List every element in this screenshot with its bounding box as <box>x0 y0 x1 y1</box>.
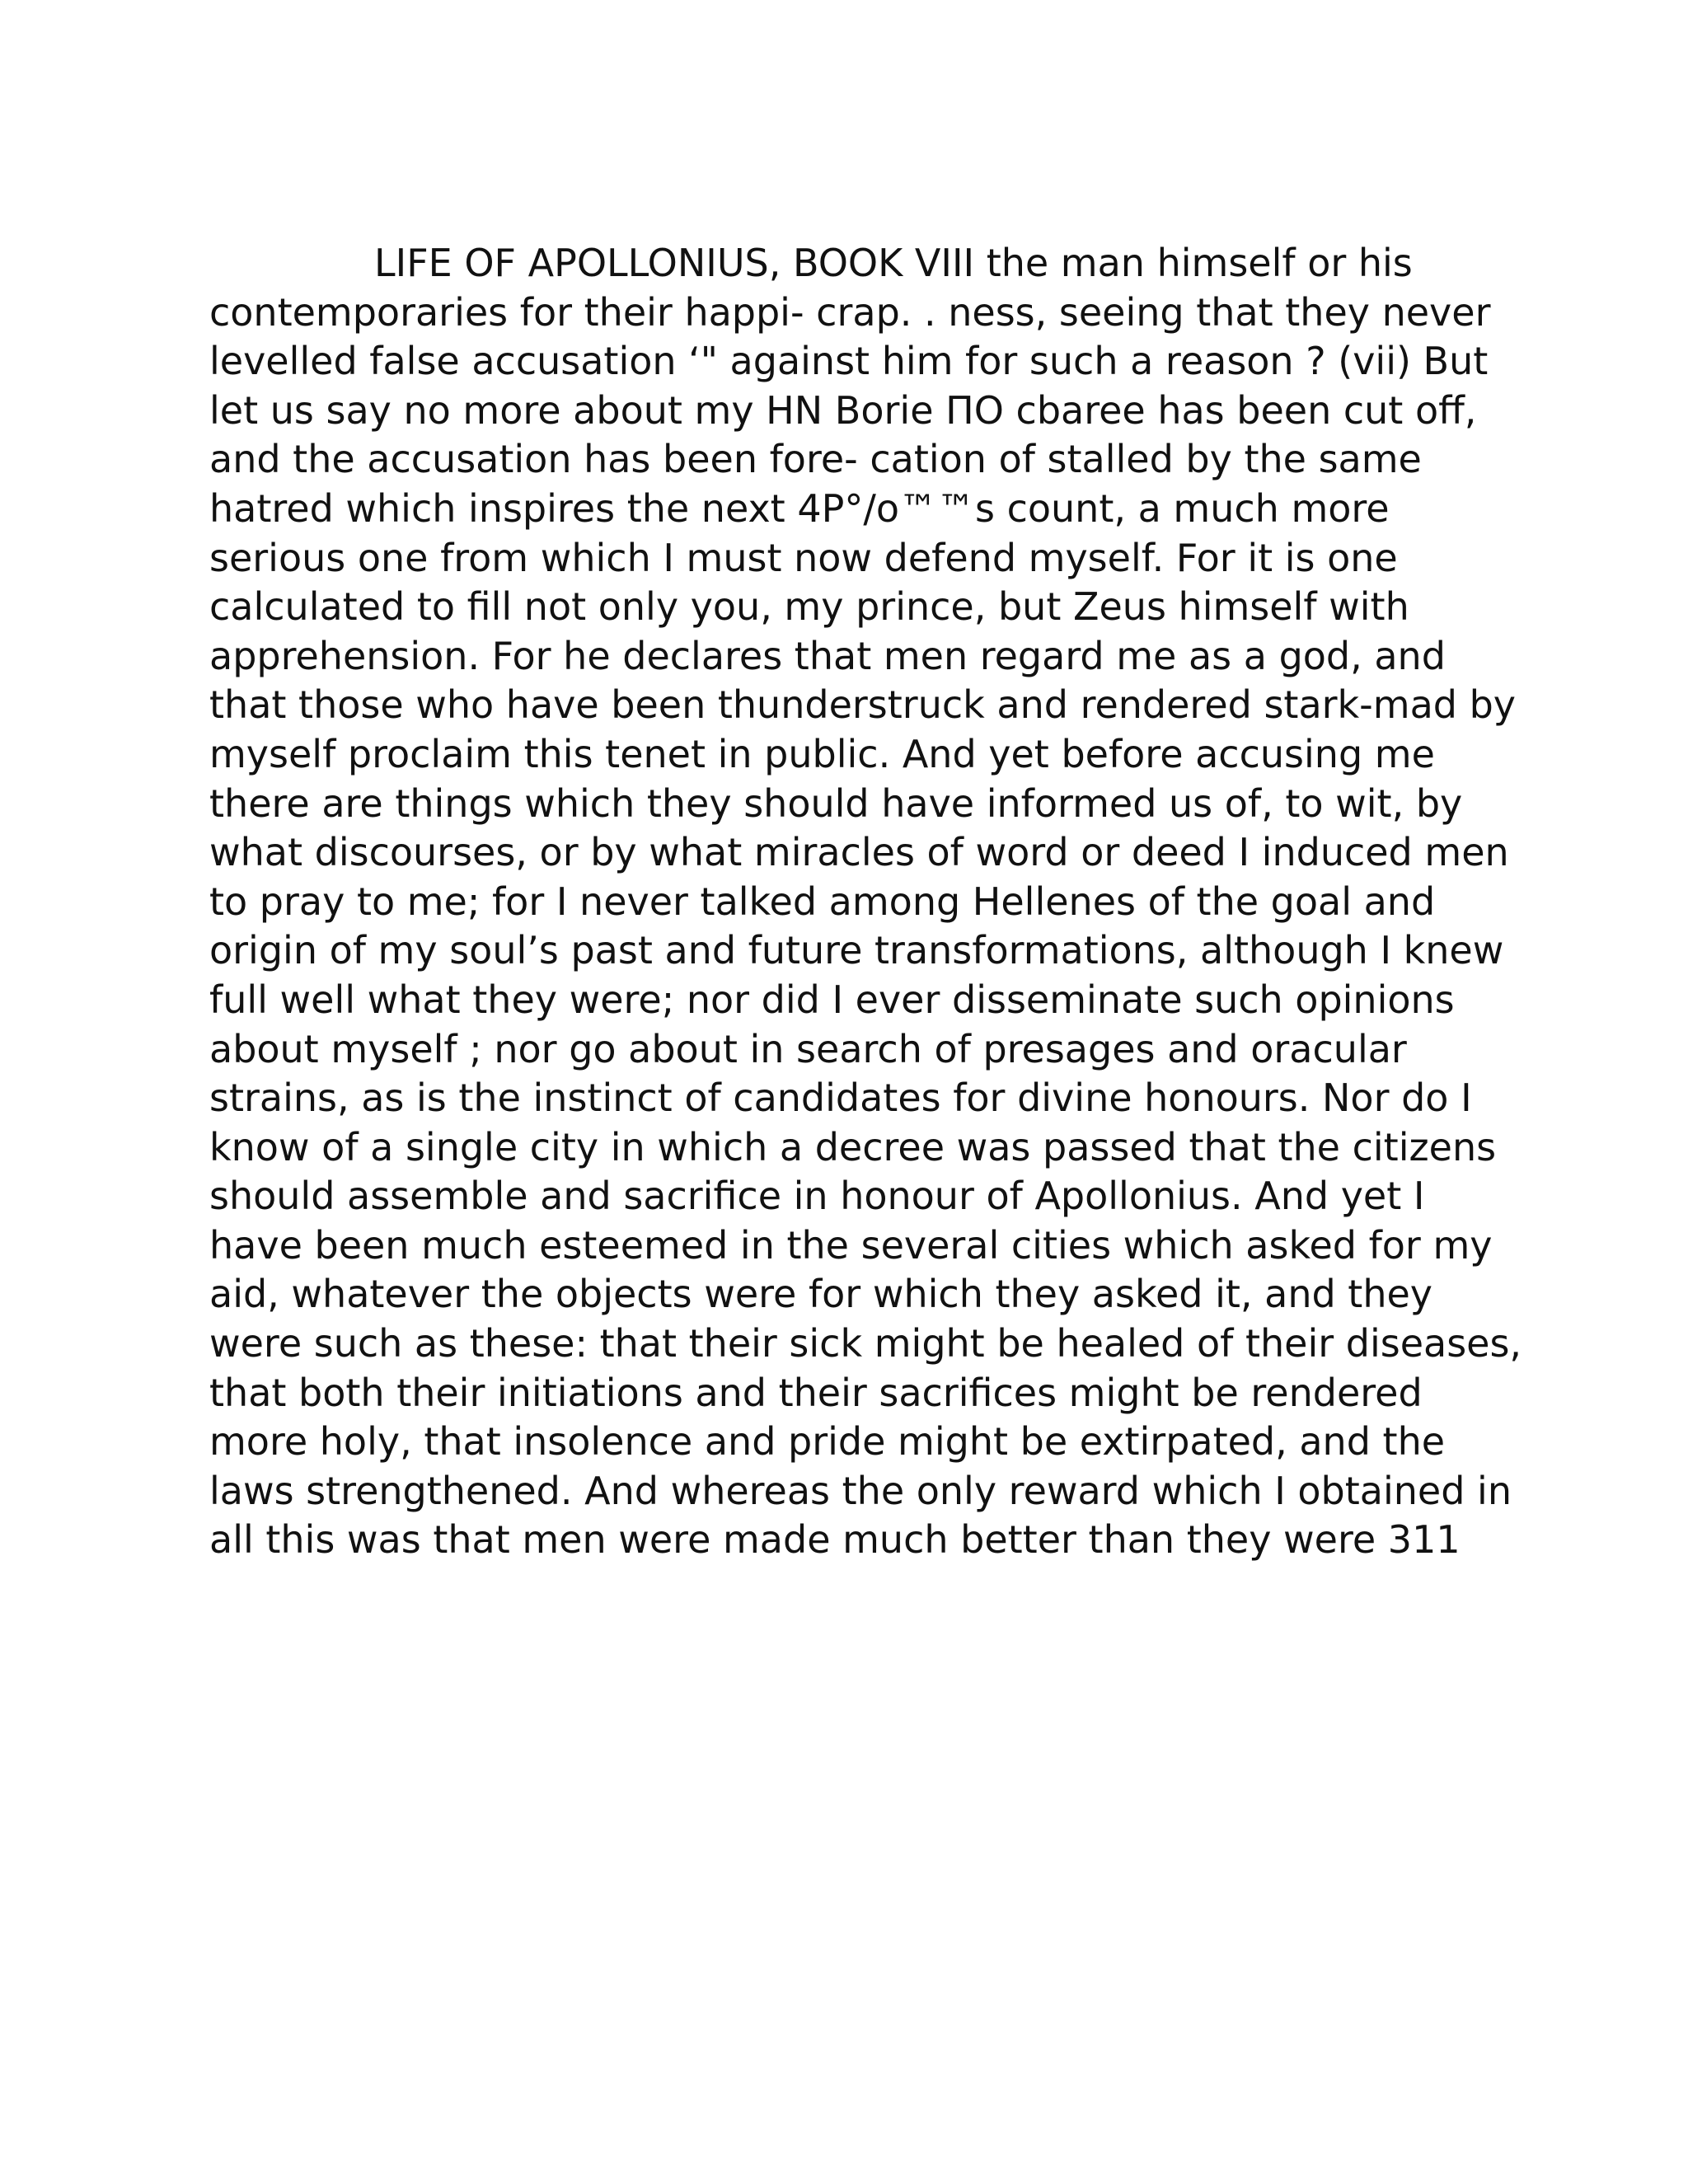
body-text <box>209 239 1522 1565</box>
text-line: serious one from which I must now defend myself. For it is one <box>209 535 1398 580</box>
text-line: hatred which inspires the next 4P°/o™™s count, a much more <box>209 485 1390 531</box>
text-line: about myself ; nor go about in search of presages and oracular <box>209 1026 1407 1071</box>
text-line: apprehension. For he declares that men regard me as a god, and <box>209 633 1446 678</box>
text-line: know of a single city in which a decree was passed that the citizens <box>209 1124 1497 1169</box>
text-line: were such as these: that their sick might be healed of their diseases, <box>209 1321 1522 1366</box>
text-line: all this was that men were made much better than they were 311 <box>209 1517 1461 1563</box>
text-line: calculated to fill not only you, my prince, but Zeus himself with <box>209 584 1409 630</box>
text-line: contemporaries for their happi- crap. . ness, seeing that they never <box>209 289 1491 335</box>
text-line: more holy, that insolence and pride might be extirpated, and the <box>209 1419 1446 1465</box>
text-line: laws strengthened. And whereas the only reward which I obtained in <box>209 1468 1512 1513</box>
text-line: levelled false accusation ‘" against him for such a reason ? (vii) But <box>209 339 1489 384</box>
text-line: to pray to me; for I never talked among Hellenes of the goal and <box>209 879 1436 924</box>
text-line: let us say no more about my HN Borie ПО cbaree has been cut off, <box>209 387 1477 433</box>
text-line: myself proclaim this tenet in public. And yet before accusing me <box>209 731 1435 776</box>
text-line: have been much esteemed in the several cities which asked for my <box>209 1222 1493 1268</box>
text-line: what discourses, or by what miracles of word or deed I induced men <box>209 830 1509 875</box>
text-line: full well what they were; nor did I ever disseminate such opinions <box>209 977 1455 1022</box>
text-line: should assemble and sacrifice in honour of Apollonius. And yet I <box>209 1174 1425 1219</box>
text-line: LIFE OF APOLLONIUS, BOOK VIII the man himself or his <box>374 241 1413 285</box>
text-line: that both their initiations and their sacrifices might be rendered <box>209 1370 1423 1415</box>
text-line: origin of my soul’s past and future transformations, although I knew <box>209 928 1504 973</box>
text-line: aid, whatever the objects were for which they asked it, and they <box>209 1272 1433 1317</box>
text-line: and the accusation has been fore- cation of stalled by the same <box>209 437 1422 482</box>
text-line: there are things which they should have informed us of, to wit, by <box>209 780 1463 826</box>
text-line: strains, as is the instinct of candidates for divine honours. Nor do I <box>209 1076 1472 1121</box>
text-line: that those who have been thunderstruck and rendered stark-mad by <box>209 682 1517 728</box>
